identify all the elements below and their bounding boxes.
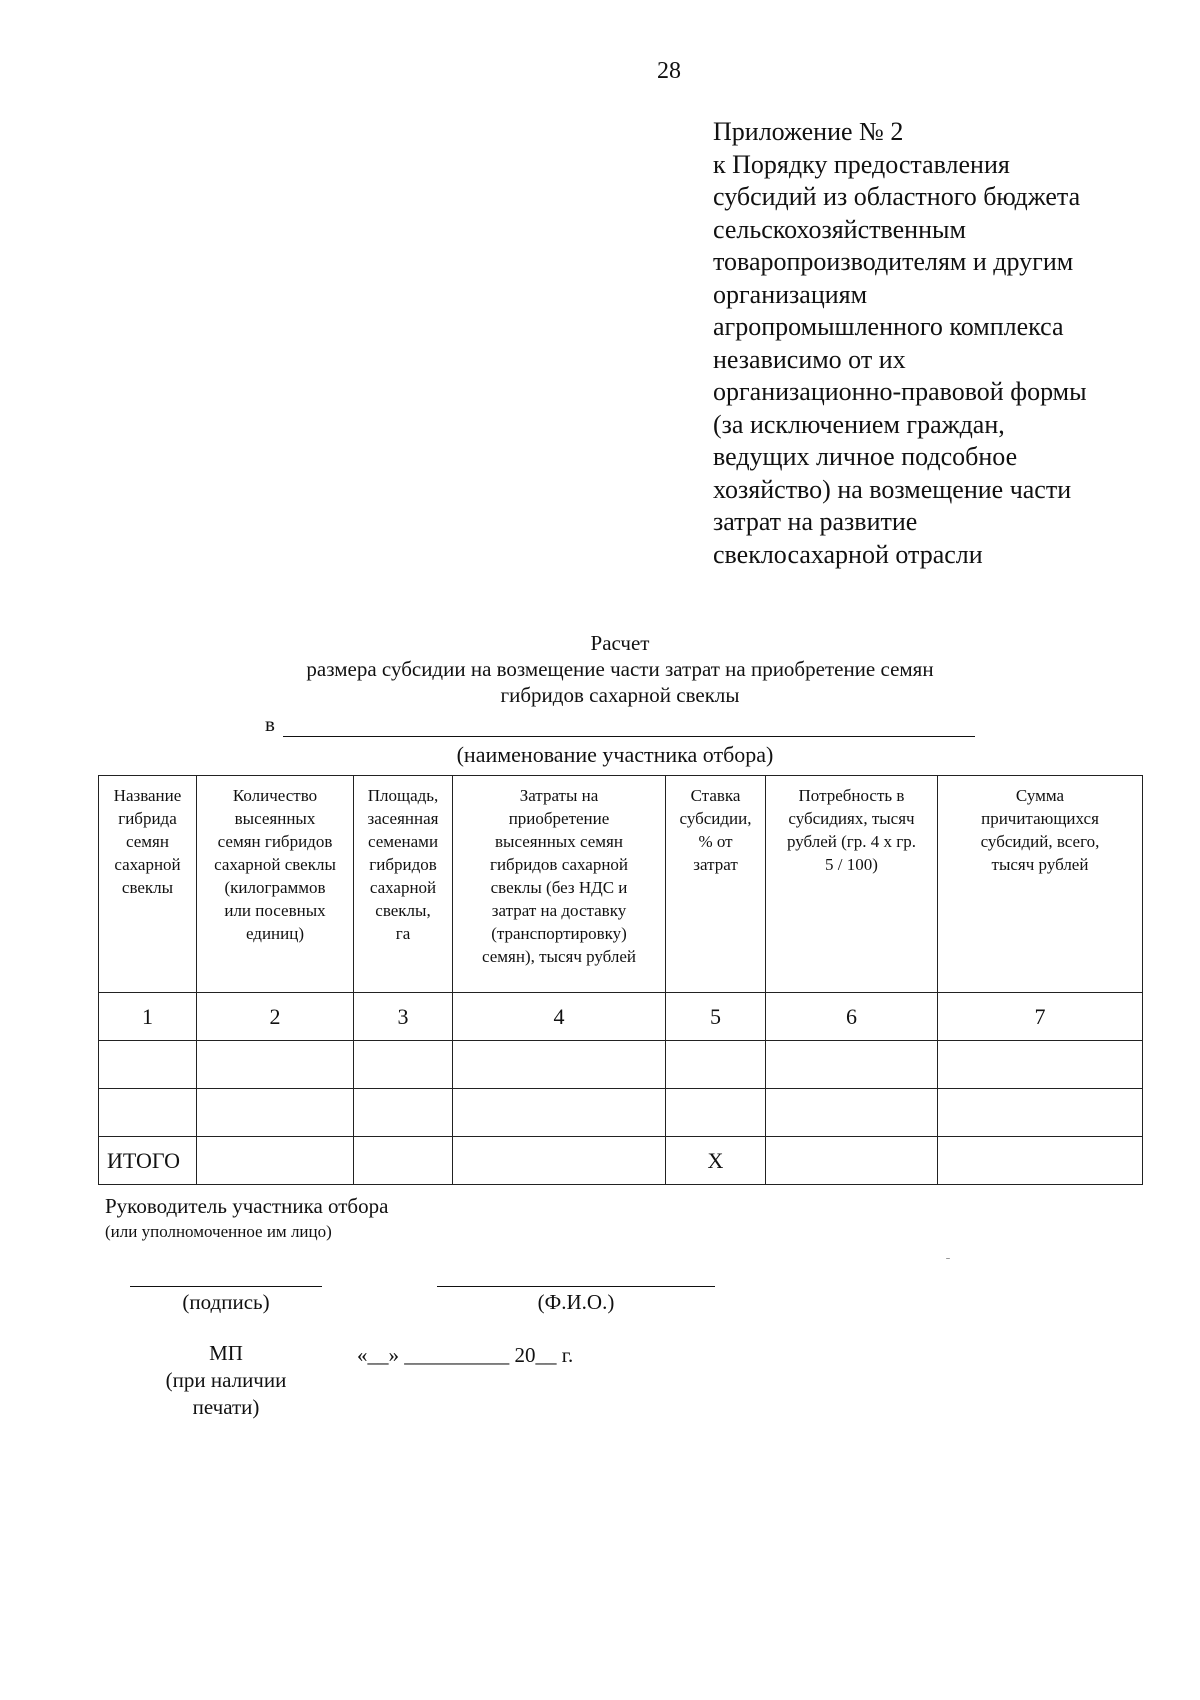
title-line: Расчет <box>590 631 650 655</box>
header-cell: Ставка субсидии, % от затрат <box>666 776 766 993</box>
in-prefix: в <box>265 712 275 736</box>
column-number: 6 <box>766 993 938 1041</box>
column-number: 5 <box>666 993 766 1041</box>
appendix-line: свеклосахарной отрасли <box>713 539 983 569</box>
stamp-line: (при наличии <box>165 1368 287 1392</box>
header-cell: Затраты на приобретение высеянных семян гибридов сахарной свеклы (без НДС и затрат на доставку (транспортировку) семян), тысяч рублей <box>453 776 666 993</box>
header-cell: Потребность в субсидиях, тысяч рублей (гр. 4 х гр. 5 / 100) <box>766 776 938 993</box>
column-number: 2 <box>197 993 354 1041</box>
date-line: «__» __________ 20__ г. <box>357 1343 574 1367</box>
table-cell <box>938 1089 1143 1137</box>
appendix-line: товаропроизводителям и другим <box>713 247 1074 276</box>
column-number: 1 <box>99 993 197 1041</box>
title-line: гибридов сахарной свеклы <box>500 683 740 707</box>
column-number-row <box>99 993 1143 1041</box>
table-cell <box>197 1089 354 1137</box>
total-rate-cell: Х <box>666 1137 766 1185</box>
stamp-line: МП <box>209 1341 243 1365</box>
calculation-title <box>0 630 1200 708</box>
appendix-line: хозяйство) на возмещение части <box>713 474 1072 504</box>
table-cell <box>766 1041 938 1089</box>
header-cell: Площадь, засеянная семенами гибридов сахарной свеклы, га <box>354 776 453 993</box>
appendix-line: сельскохозяйственным <box>713 214 966 244</box>
stamp-label <box>140 1340 312 1421</box>
calculation-table <box>98 775 1143 1185</box>
total-label: ИТОГО <box>99 1137 197 1185</box>
appendix-header <box>713 116 1183 571</box>
appendix-line: ведущих личное подсобное <box>713 442 1018 471</box>
title-line: размера субсидии на возмещение части затрат на приобретение семян <box>306 657 934 681</box>
table-cell <box>666 1041 766 1089</box>
table-cell <box>938 1041 1143 1089</box>
table-row <box>99 1041 1143 1089</box>
appendix-line: независимо от их <box>713 344 906 374</box>
stamp-line: печати) <box>192 1395 260 1419</box>
table-cell <box>197 1041 354 1089</box>
appendix-line: организациям <box>713 279 868 309</box>
appendix-line: (за исключением граждан, <box>713 409 1005 439</box>
table-cell <box>766 1137 938 1185</box>
table-cell <box>453 1041 666 1089</box>
table-cell <box>354 1137 453 1185</box>
table-cell <box>453 1089 666 1137</box>
total-row <box>99 1137 1143 1185</box>
header-cell: Сумма причитающихся субсидий, всего, тысяч рублей <box>938 776 1143 993</box>
header-cell: Количество высеянных семян гибридов сахарной свеклы (килограммов или посевных единиц) <box>197 776 354 993</box>
table-cell <box>453 1137 666 1185</box>
participant-blank-line <box>283 736 975 737</box>
table-header-row <box>99 776 1143 993</box>
appendix-line: организационно-правовой формы <box>713 377 1087 406</box>
header-cell: Название гибрида семян сахарной свеклы <box>99 776 197 993</box>
appendix-line: агропромышленного комплекса <box>713 312 1064 341</box>
table-row <box>99 1089 1143 1137</box>
participant-caption: (наименование участника отбора) <box>456 742 774 767</box>
column-number: 7 <box>938 993 1143 1041</box>
appendix-line: затрат на развитие <box>713 507 918 536</box>
column-number: 3 <box>354 993 453 1041</box>
table-cell <box>766 1089 938 1137</box>
appendix-line: субсидий из областного бюджета <box>713 182 1081 211</box>
signature-caption: (подпись) <box>182 1290 270 1314</box>
signer-label: Руководитель участника отбора <box>105 1194 389 1218</box>
fio-line <box>437 1286 715 1287</box>
table-cell <box>99 1041 197 1089</box>
table-cell <box>938 1137 1143 1185</box>
table-cell <box>197 1137 354 1185</box>
table-cell <box>99 1089 197 1137</box>
signature-line <box>130 1286 322 1287</box>
table-cell <box>354 1089 453 1137</box>
signer-sublabel: (или уполномоченное им лицо) <box>105 1222 332 1241</box>
scan-mark: ˉ <box>946 1254 950 1268</box>
participant-field <box>265 714 975 740</box>
table-cell <box>666 1089 766 1137</box>
table-cell <box>354 1041 453 1089</box>
fio-caption: (Ф.И.О.) <box>537 1290 615 1314</box>
page-number: 28 <box>657 58 681 84</box>
appendix-line: Приложение № 2 <box>713 117 904 146</box>
appendix-line: к Порядку предоставления <box>713 149 1010 179</box>
column-number: 4 <box>453 993 666 1041</box>
